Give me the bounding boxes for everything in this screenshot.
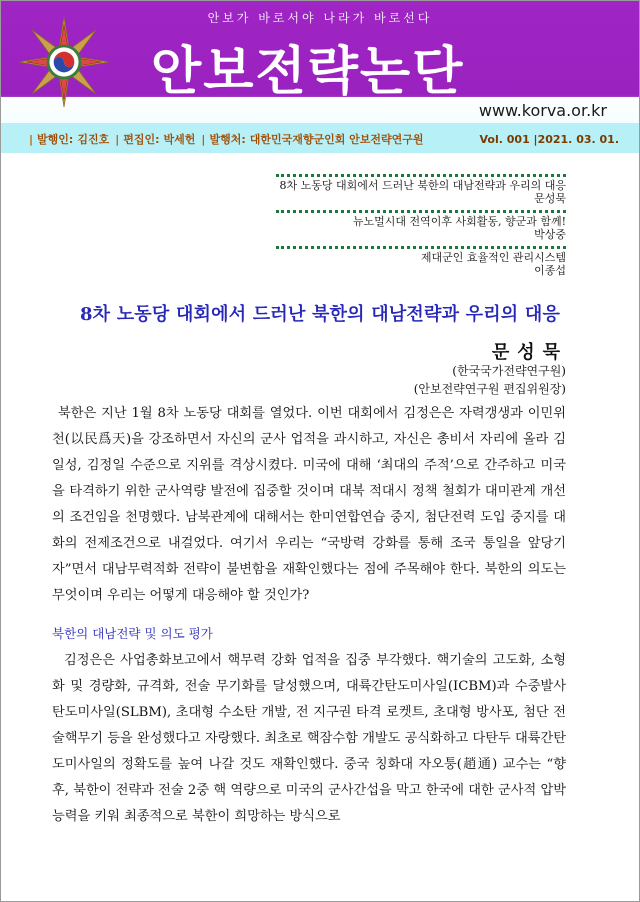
article-title: 8차 노동당 대회에서 드러난 북한의 대남전략과 우리의 대응 (79, 304, 561, 325)
toc-item-author: 이종섭 (534, 264, 566, 277)
separator: | (201, 132, 206, 146)
publisher-value: 김진호 (77, 133, 110, 146)
slogan: 안보가 바로서야 나라가 바로선다 (207, 11, 433, 25)
publication-title: 안보전략논단 (151, 42, 465, 102)
separator: | (29, 132, 34, 146)
issuer-value: 대한민국재향군인회 안보전략연구원 (249, 133, 424, 146)
toc-item-author: 박상중 (534, 228, 566, 241)
toc-item-title: 뉴노멀시대 전역이후 사회활동, 향군과 함께! (352, 215, 566, 228)
toc-item-title: 8차 노동당 대회에서 드러난 북한의 대남전략과 우리의 대응 (279, 179, 566, 192)
issuer-label: 발행처: (209, 133, 246, 146)
author-affiliation: (한국국가전략연구원) (452, 364, 566, 378)
toc-item-author: 문성묵 (534, 192, 566, 205)
volume-date: Vol. 001 |2021. 03. 01. (479, 132, 619, 146)
editor-label: 편집인: (123, 133, 160, 146)
body-paragraph: 북한은 지난 1월 8차 노동당 대회를 열었다. 이번 대회에서 김정은은 자력갱생과 이민위천(以民爲天)을 강조하면서 자신의 군사 업적을 과시하고, 자신은 총비서 자리에 올라 김일성, 김정일 수준으로 지위를 격상시켰다. 미국에 대해 ‘최대의 주적’으로 간주하고 미국을 타격하기 위한 군사역량 발전에 집중할 것이며 대북 적대시 정책 철회가 대미관계 개선의 조건임을 천명했다. 남북관계에 대해서는 한미연합연습 중지, 첨단전력 도입 중지를 대화의 전제조건으로 내걸었다. 여기서 우리는 “국방력 강화를 통해 조국 통일을 앞당기자”면서 대남무력적화 전략이 불변함을 재확인했다는 점에 주목해야 한다. 북한의 의도는 무엇이며 우리는 어떻게 대응해야 할 것인가? (52, 406, 566, 603)
publisher-label: 발행인: (37, 133, 74, 146)
separator: | (115, 132, 120, 146)
toc-item-title: 제대군인 효율적인 관리시스템 (420, 251, 566, 264)
section-heading: 북한의 대남전략 및 의도 평가 (52, 626, 213, 641)
author-role: (안보전략연구원 편집위원장) (413, 382, 566, 396)
body-paragraph: 김정은은 사업총화보고에서 핵무력 강화 업적을 집중 부각했다. 핵기술의 고도화, 소형화 및 경량화, 규격화, 전술 무기화를 달성했으며, 대륙간탄도미사일(ICBM)과 수중발사 탄도미사일(SLBM), 초대형 수소탄 개발, 전 지구권 타격 로켓트, 초대형 방사포, 첨단 전술핵무기 등을 완성했다고 자랑했다. 최초로 핵잠수함 개발도 공식화하고 다탄두 대륙간탄도미사일의 정확도를 높여 나갈 것도 재확인했다. 중국 칭화대 자오퉁(趙通) 교수는 “향후, 북한이 전략과 전술 2중 핵 역량으로 미국의 군사간섭을 막고 한국에 대한 군사적 압박 능력을 키워 최종적으로 북한이 희망하는 방식으로 (52, 653, 566, 824)
article-author: 문성묵 (491, 342, 568, 363)
website-link[interactable]: www.korva.or.kr (478, 101, 607, 120)
editor-value: 박세헌 (163, 133, 196, 146)
